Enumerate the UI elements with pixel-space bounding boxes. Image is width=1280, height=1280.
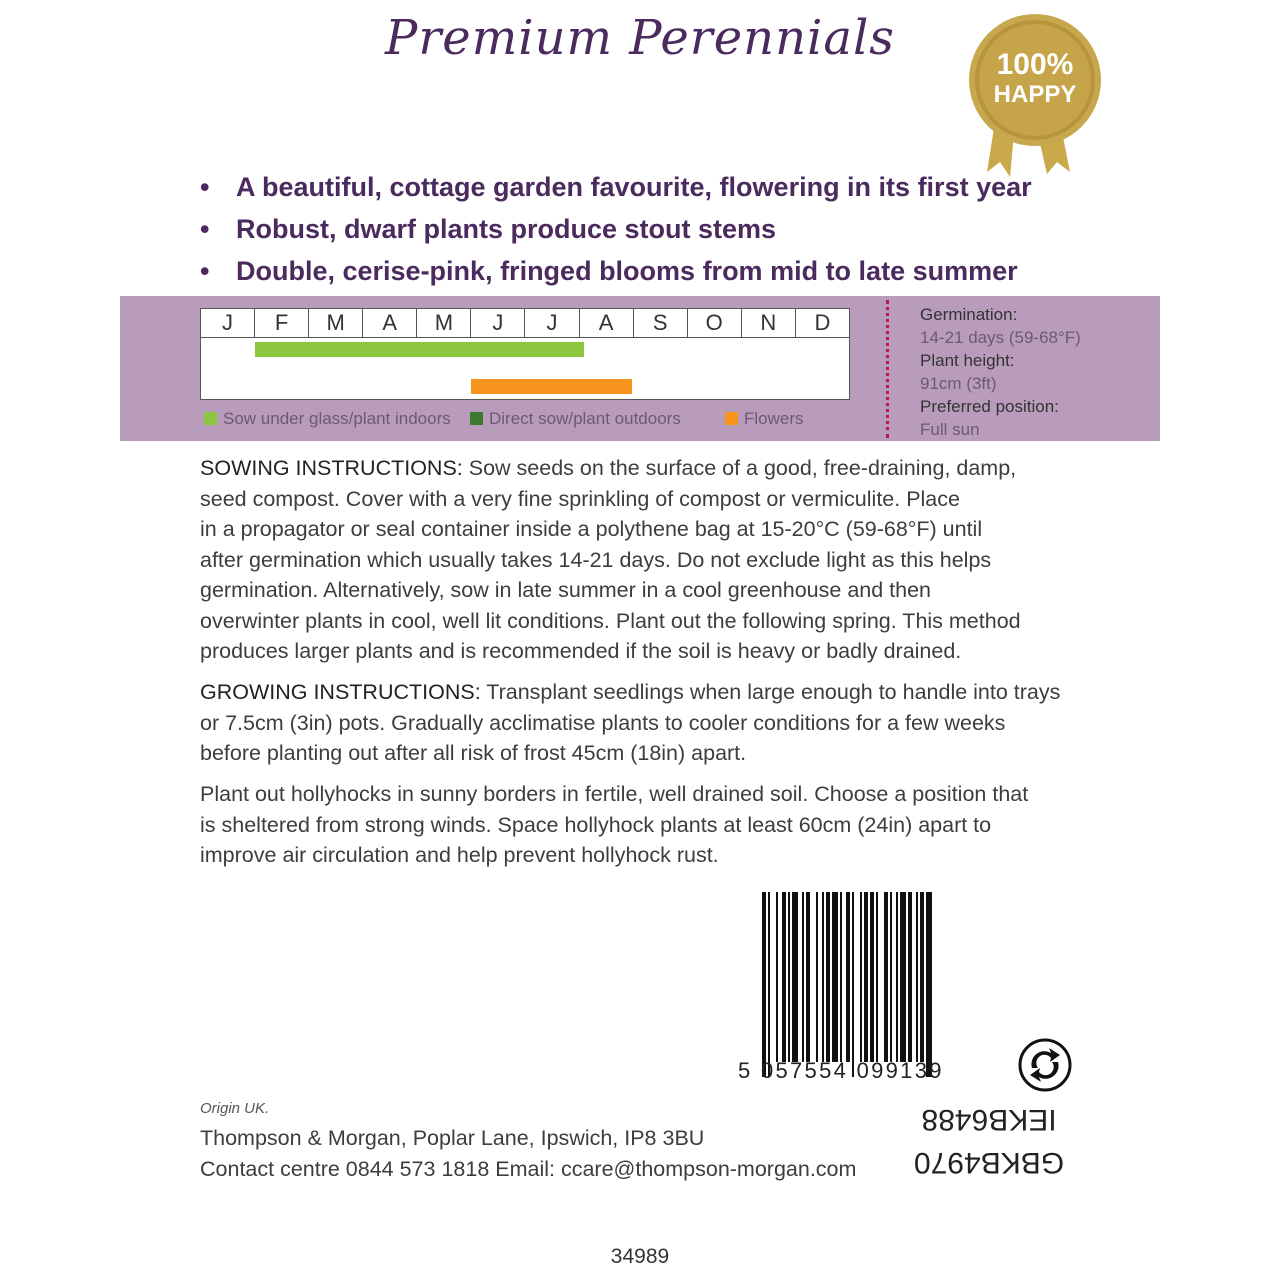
germination-value: 14-21 days (59-68°F)	[920, 328, 1081, 347]
barcode-bar	[832, 892, 838, 1062]
planting-line: Plant out hollyhocks in sunny borders in fertile, well drained soil. Choose a position that	[200, 782, 1029, 806]
sowing-line: germination. Alternatively, sow in late summer in a cool greenhouse and then	[200, 578, 932, 602]
feature-bullets	[200, 168, 1032, 294]
packet-title: Premium Perennials	[385, 10, 895, 66]
barcode-bar	[762, 892, 766, 1077]
month-2: F	[255, 309, 309, 337]
legend-label: Sow under glass/plant indoors	[223, 409, 451, 428]
barcode-bar	[776, 892, 778, 1062]
month-3: M	[309, 309, 363, 337]
legend-swatch-flowers	[725, 412, 738, 425]
month-7: J	[525, 309, 579, 337]
month-11: N	[742, 309, 796, 337]
month-12: D	[814, 310, 831, 335]
sowing-line: overwinter plants in cool, well lit conditions. Plant out the following spring. This method	[200, 608, 1021, 633]
bullet-item: • Robust, dwarf plants produce stout stems	[200, 210, 1032, 252]
legend-flowers	[725, 409, 804, 429]
legend-label: Flowers	[744, 409, 804, 428]
recycle-icon	[1018, 1038, 1072, 1092]
growing-line: Transplant seedlings when large enough to handle into trays	[480, 680, 1061, 704]
barcode-bar	[768, 892, 770, 1077]
bullet-item: • Double, cerise-pink, fringed blooms from mid to late summer	[200, 252, 1032, 294]
contact-line: Contact centre 0844 573 1818 Email: ccare@thompson-morgan.com	[200, 1157, 857, 1181]
barcode-bar	[916, 892, 918, 1062]
sowing-line: in a propagator or seal container inside a polythene bag at 15-20°C (59-68°F) until	[200, 517, 983, 541]
sowing-line: produces larger plants and is recommended if the soil is heavy or badly drained.	[200, 639, 962, 663]
happy-badge-icon	[965, 12, 1105, 177]
month-9: S	[634, 309, 688, 337]
sowing-line: Sow seeds on the surface of a good, free-draining, damp,	[462, 456, 1017, 480]
legend-direct-sow	[470, 409, 681, 429]
barcode-bar	[782, 892, 786, 1062]
legend-label: Direct sow/plant outdoors	[489, 409, 681, 428]
barcode-bar	[852, 892, 854, 1077]
barcode-bar	[822, 892, 824, 1062]
badge-line1: 100%	[996, 48, 1074, 81]
footer-number: 34989	[610, 1245, 670, 1268]
sowing-line: seed compost. Cover with a very fine sprinkling of compost or vermiculite. Place	[200, 486, 960, 511]
month-4: A	[363, 309, 417, 337]
planting-line: is sheltered from strong winds. Space hollyhock plants at least 60cm (24in) apart to	[200, 812, 992, 837]
bullet-item: • A beautiful, cottage garden favourite, flowering in its first year	[200, 168, 1032, 210]
calendar-bar-flowers	[471, 379, 633, 394]
sowing-heading: SOWING INSTRUCTIONS:	[200, 456, 463, 480]
code-rotated-2: GBKB4970	[913, 1146, 1065, 1179]
legend-swatch-direct-sow	[470, 412, 483, 425]
growing-heading: GROWING INSTRUCTIONS:	[200, 680, 481, 704]
germination-label: Germination:	[920, 305, 1018, 324]
growing-line: or 7.5cm (3in) pots. Gradually acclimatise plants to cooler conditions for a few weeks	[200, 710, 1006, 735]
barcode-number: 5 057554 099139	[738, 1058, 944, 1083]
month-6: J	[471, 309, 525, 337]
barcode-bar	[802, 892, 804, 1062]
calendar-months	[201, 309, 849, 338]
barcode-bar	[792, 892, 798, 1062]
position-label: Preferred position:	[920, 397, 1059, 416]
barcode-bar	[920, 892, 924, 1062]
barcode-bar	[884, 892, 888, 1062]
origin-label: Origin UK.	[200, 1100, 270, 1117]
barcode-bar	[806, 892, 810, 1062]
sowing-line: after germination which usually takes 14-21 days. Do not exclude light as this helps	[200, 547, 992, 572]
sowing-instructions	[200, 453, 1100, 667]
address-line: Thompson & Morgan, Poplar Lane, Ipswich, IP8 3BU	[200, 1126, 705, 1150]
barcode-icon	[762, 892, 990, 1077]
barcode-bar	[900, 892, 906, 1062]
dotted-divider	[886, 300, 889, 438]
height-value: 91cm (3ft)	[920, 374, 997, 393]
planting-notes	[200, 779, 1100, 871]
position-value: Full sun	[920, 420, 980, 439]
calendar-bar-sow-indoors	[255, 342, 584, 357]
month-5: M	[417, 309, 471, 337]
barcode-bar	[826, 892, 830, 1062]
code-rotated-1: IEKB6488	[921, 1103, 1057, 1136]
info-band	[120, 296, 1160, 441]
growing-instructions	[200, 677, 1100, 769]
barcode-bar	[870, 892, 874, 1062]
barcode-bar	[846, 892, 850, 1062]
barcode-bar	[840, 892, 842, 1062]
plant-facts	[920, 303, 1081, 441]
badge-line2: HAPPY	[993, 81, 1077, 108]
legend-swatch-sow-indoors	[204, 412, 217, 425]
barcode-bar	[788, 892, 790, 1062]
growing-line: before planting out after all risk of frost 45cm (18in) apart.	[200, 741, 747, 765]
sowing-calendar	[200, 308, 850, 400]
barcode-bar	[890, 892, 892, 1062]
height-label: Plant height:	[920, 351, 1015, 370]
barcode-bar	[896, 892, 898, 1062]
month-8: A	[580, 309, 634, 337]
legend-sow-indoors	[204, 409, 451, 429]
barcode-bar	[816, 892, 818, 1062]
month-10: O	[688, 309, 742, 337]
barcode-bar	[876, 892, 878, 1062]
barcode-bar	[926, 892, 932, 1077]
planting-line: improve air circulation and help prevent hollyhock rust.	[200, 843, 719, 867]
month-1: J	[201, 309, 255, 337]
barcode-bar	[908, 892, 912, 1062]
barcode-bar	[864, 892, 868, 1062]
barcode-bar	[860, 892, 862, 1062]
